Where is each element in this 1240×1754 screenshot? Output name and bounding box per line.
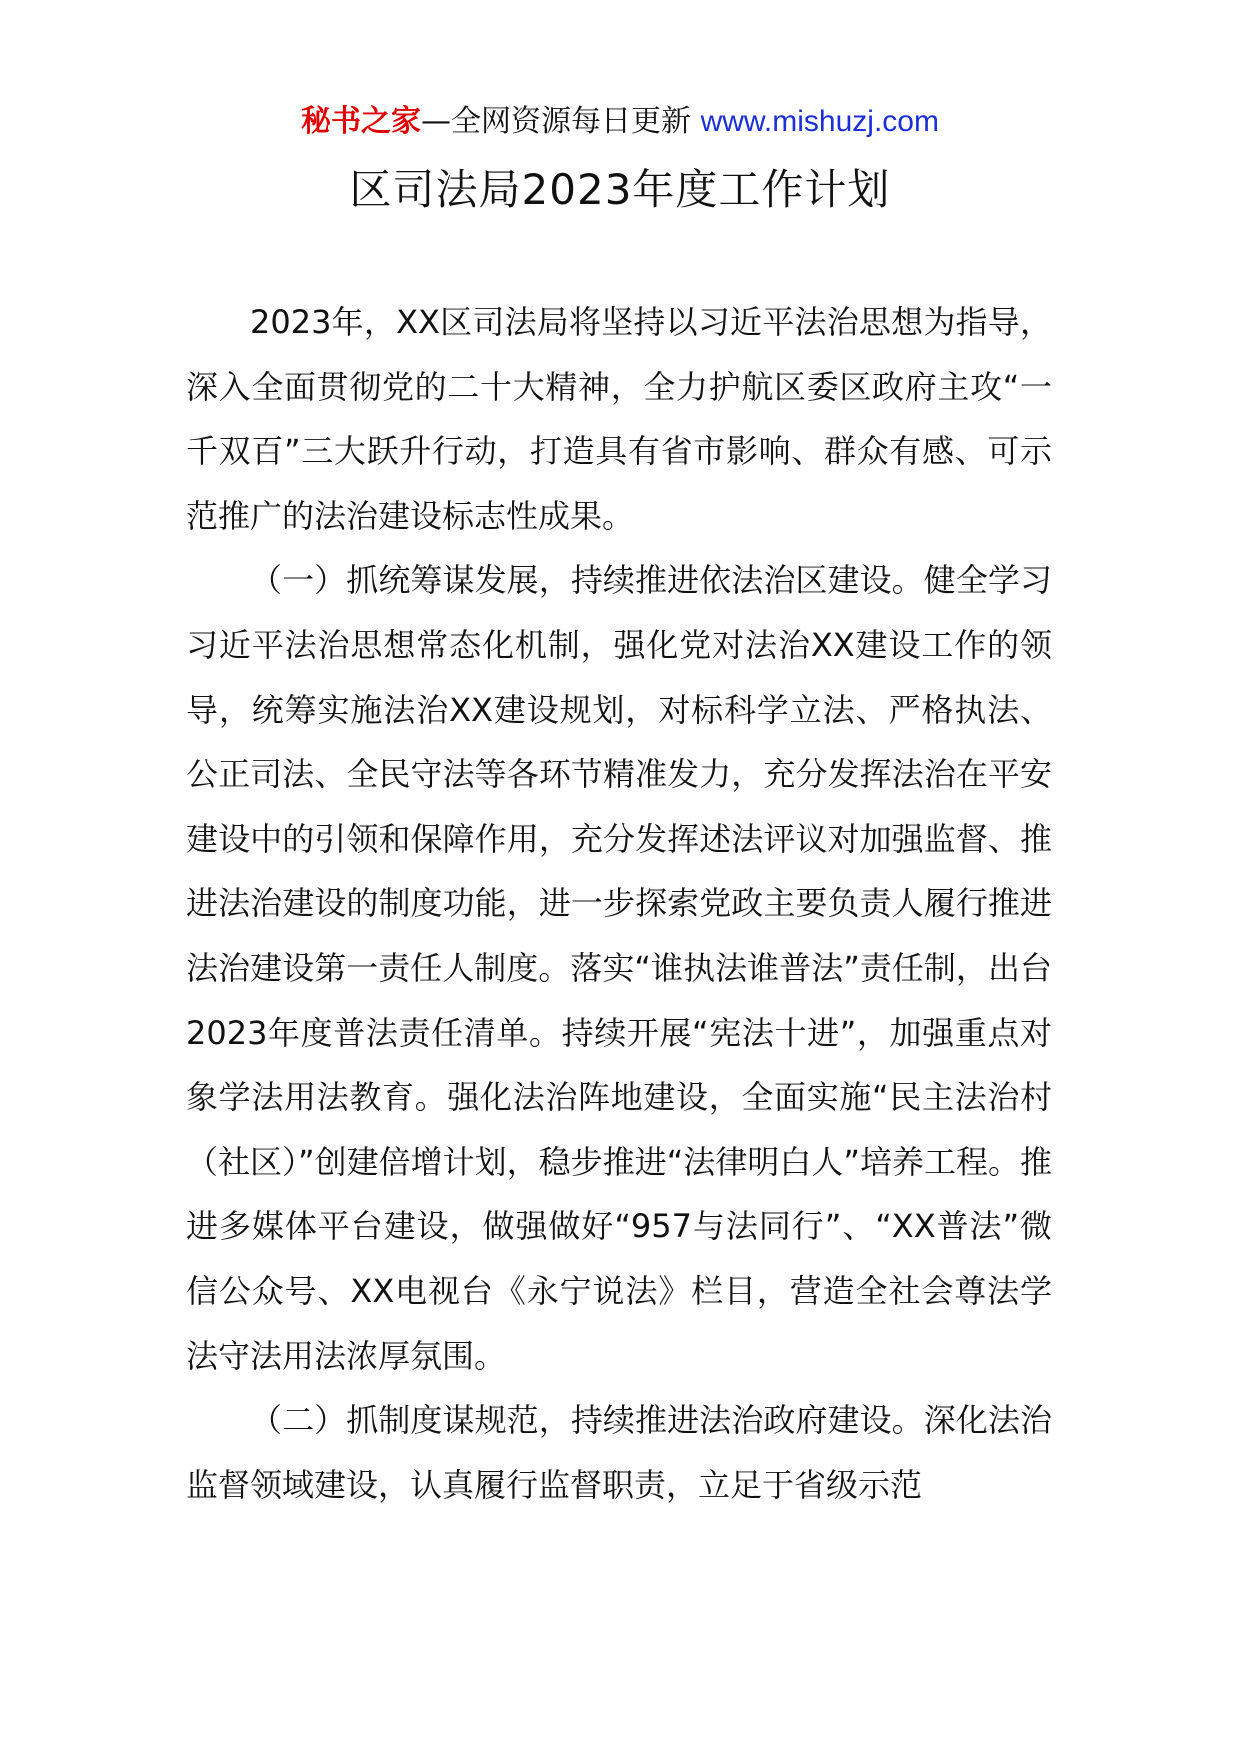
site-header <box>0 102 1240 142</box>
paragraph-intro: 2023年，XX区司法局将坚持以习近平法治思想为指导，深入全面贯彻党的二十大精神，全力护航区委区政府主攻“一千双百”三大跃升行动，打造具有省市影响、群众有感、可示范推广的法治建设标志性成果。 <box>186 303 1052 535</box>
header-tagline: —全网资源每日更新 <box>421 104 701 139</box>
document-body <box>186 290 1052 1517</box>
document-title: 区司法局2023年度工作计划 <box>349 165 891 214</box>
site-url-link[interactable]: www.mishuzj.com <box>700 105 939 138</box>
paragraph-section-2: （二）抓制度谋规范，持续推进法治政府建设。深化法治监督领域建设，认真履行监督职责，立足于省级示范 <box>186 1401 1052 1504</box>
brand-name: 秘书之家 <box>301 104 422 139</box>
paragraph-section-1: （一）抓统筹谋发展，持续推进依法治区建设。健全学习习近平法治思想常态化机制，强化党对法治XX建设工作的领导，统筹实施法治XX建设规划，对标科学立法、严格执法、公正司法、全民守法等各环节精准发力，充分发挥法治在平安建设中的引领和保障作用，充分发挥述法评议对加强监督、推进法治建设的制度功能，进一步探索党政主要负责人履行推进法治建设第一责任人制度。落实“谁执法谁普法”责任制，出台2023年度普法责任清单。持续开展“宪法十进”，加强重点对象学法用法教育。强化法治阵地建设，全面实施“民主法治村（社区）”创建倍增计划，稳步推进“法律明白人”培养工程。推进多媒体平台建设，做强做好“957与法同行”、“XX普法”微信公众号、XX电视台《永宁说法》栏目，营造全社会尊法学法守法用法浓厚氛围。 <box>186 561 1052 1375</box>
